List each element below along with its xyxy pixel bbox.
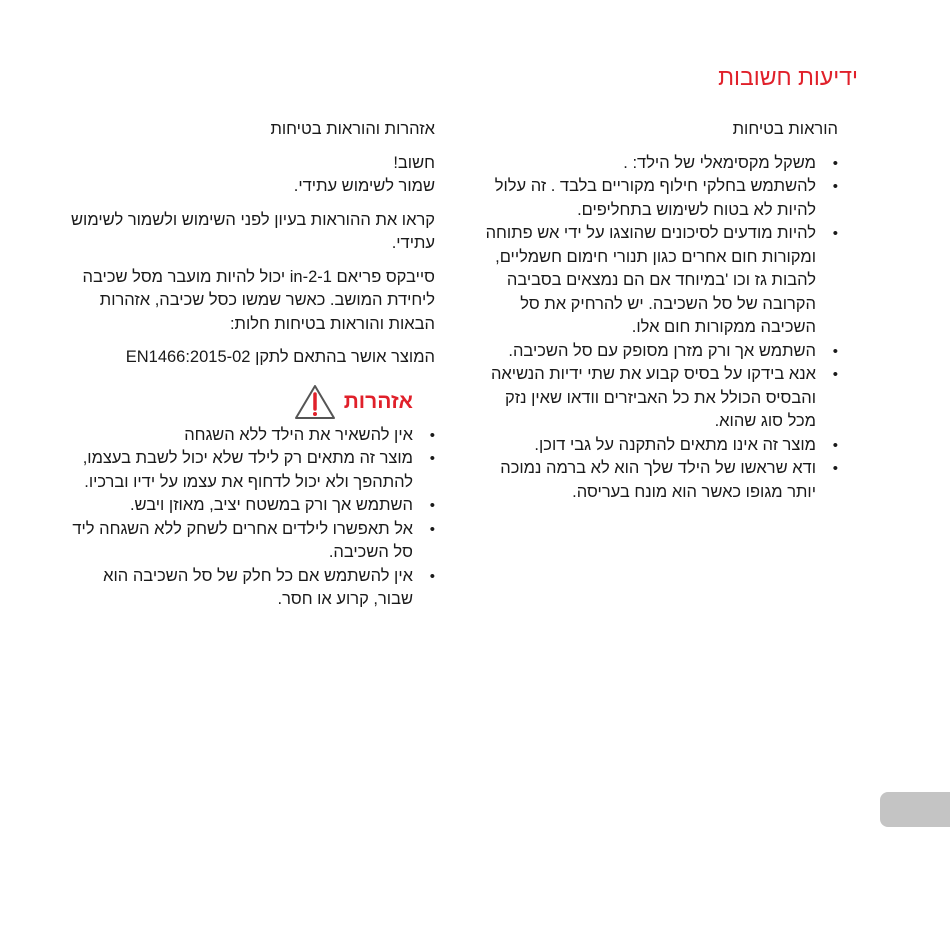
standard-text: המוצר אושר בהתאם לתקן EN1466:2015-02 — [125, 348, 435, 366]
warnings-column — [65, 118, 435, 612]
list-item-text: אין להשאיר את הילד ללא השגחה — [184, 425, 413, 444]
bullet-dot: • — [832, 436, 838, 454]
list-item — [473, 434, 838, 458]
list-item-text: אין להשתמש אם כל חלק של סל השכיבה הוא שבור, קרוע או חסר. — [103, 566, 413, 608]
bullet-dot: • — [832, 225, 838, 242]
list-item-text: השתמש אך ורק במשטח יציב, מאוזן ויבש. — [129, 496, 413, 514]
bullet-dot: • — [429, 426, 435, 444]
bullet-dot: • — [429, 567, 435, 585]
list-item-text: אל תאפשרו לילדים אחרים לשחק ללא השגחה ליד סל השכיבה. — [72, 519, 413, 561]
warnings-list — [65, 424, 435, 612]
warning-title: אזהרות — [343, 389, 413, 413]
list-item-text: להשתמש בחלקי חילוף מקוריים בלבד . זה עלול להיות לא בטוח לשימוש בתחליפים. — [494, 177, 816, 219]
warnings-safety-heading: אזהרות והוראות בטיחות — [270, 120, 435, 138]
list-item-text: מוצר זה מתאים רק לילד שלא יכול לשבת בעצמו, להתהפך ולא יכול לדחוף את עצמו על ידיו וברכיו. — [82, 449, 413, 491]
warning-triangle-icon — [294, 384, 336, 420]
list-item — [473, 340, 838, 364]
important-note — [65, 152, 435, 199]
list-item — [473, 152, 838, 176]
list-item-text: השתמש אך ורק מזרן מסופק עם סל השכיבה. — [508, 341, 816, 360]
safety-instructions-column — [473, 118, 838, 504]
list-item — [65, 447, 435, 494]
bullet-dot: • — [832, 178, 838, 195]
warning-heading — [65, 384, 435, 420]
product-intro-text: סייבקס פריאם 1-in-2 יכול להיות מועבר מסל שכיבה ליחידת המושב. כאשר שמשו כסל שכיבה, אזהרות הבאות והוראות בטיחות חלות: — [82, 267, 435, 333]
bullet-dot: • — [832, 342, 838, 360]
page-tab — [880, 792, 950, 827]
bullet-dot: • — [832, 154, 838, 172]
list-item-text: מוצר זה אינו מתאים להתקנה על גבי דוכן. — [534, 435, 816, 454]
list-item-text: ודא שראשו של הילד שלך הוא לא ברמה נמוכה יותר מגופו כאשר הוא מונח בעריסה. — [500, 459, 816, 501]
safety-instructions-heading: הוראות בטיחות — [732, 120, 838, 138]
list-item — [65, 518, 435, 565]
list-item — [65, 424, 435, 448]
bullet-dot: • — [429, 450, 435, 467]
safety-instructions-list — [473, 152, 838, 505]
list-item — [65, 494, 435, 518]
list-item — [473, 222, 838, 340]
read-instructions-text: קראו את ההוראות בעיון לפני השימוש ולשמור לשימוש עתידי. — [70, 210, 435, 252]
page-title: ידיעות חשובות — [718, 64, 858, 90]
list-item-text: משקל מקסימאלי של הילד: . — [623, 153, 816, 172]
list-item — [473, 457, 838, 504]
list-item-text: להיות מודעים לסיכונים שהוצגו על ידי אש פתוחה ומקורות חום אחרים כגון תנורי חימום חשמליים, להבות גז וכו 'במיוחד אם הם נמצאים בסביבה הקרובה של סל השכיבה. יש להרחיק את סל השכיבה ממקורות חום אלו. — [485, 224, 816, 336]
list-item — [65, 565, 435, 612]
bullet-dot: • — [429, 497, 435, 514]
list-item — [473, 175, 838, 222]
important-label: חשוב! — [393, 153, 435, 172]
list-item-text: אנא בידקו על בסיס קבוע את שתי ידיות הנשיאה והבסיס הכולל את כל האביזרים וודאו שאין נזק מכל סוג שהוא. — [490, 365, 816, 430]
bullet-dot: • — [429, 520, 435, 538]
list-item — [473, 363, 838, 434]
keep-for-future-text: שמור לשימוש עתידי. — [293, 177, 435, 195]
bullet-dot: • — [832, 366, 838, 383]
bullet-dot: • — [832, 460, 838, 477]
